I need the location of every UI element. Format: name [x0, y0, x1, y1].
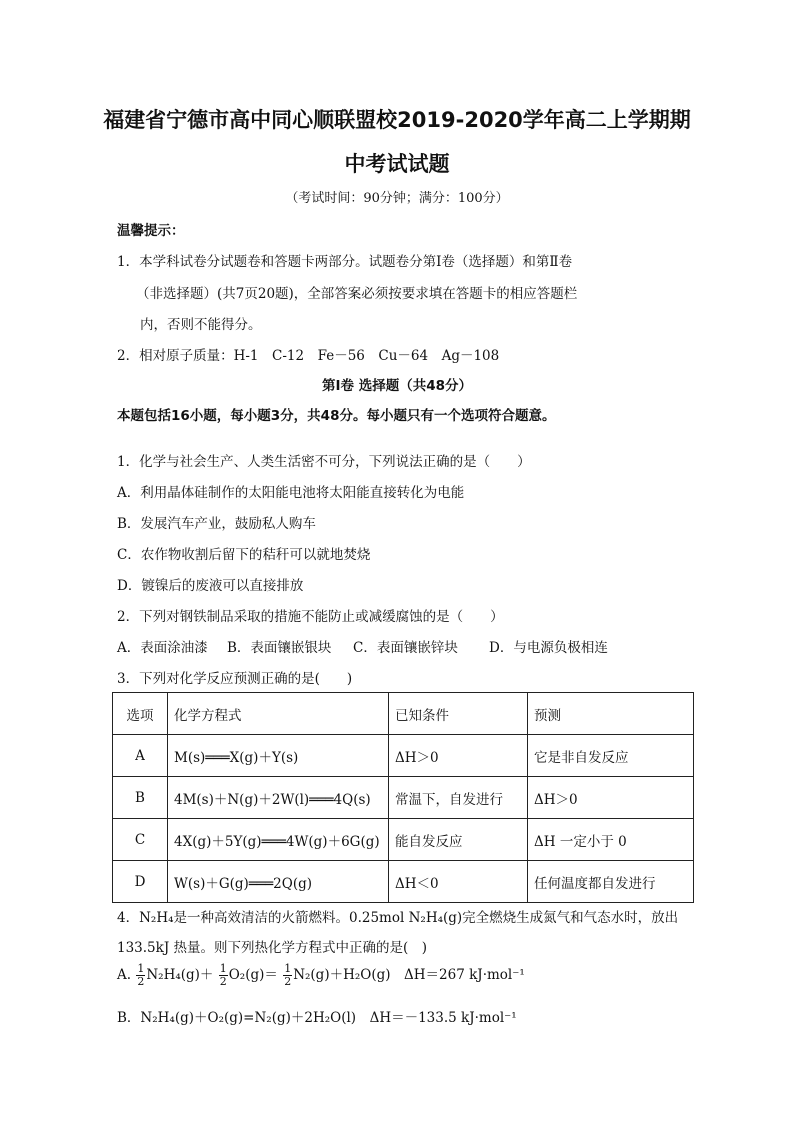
table-cell: A	[113, 735, 168, 777]
section1-instruction: 本题包括16小题，每小题3分，共48分。每小题只有一个选项符合题意。	[117, 408, 556, 424]
table-header-cell: 选项	[113, 693, 168, 735]
q4-option-a-label: A.	[117, 967, 132, 983]
section1-heading: 第Ⅰ卷 选择题（共48分）	[321, 378, 472, 394]
notice-item1-line2: （非选择题）(共7页20题)，全部答案必须按要求填在答题卡的相应答题栏	[136, 286, 578, 302]
table-header-cell: 已知条件	[389, 693, 528, 735]
q1-stem: 1．化学与社会生产、人类生活密不可分，下列说法正确的是（ ）	[117, 454, 531, 470]
notice-item1-line1: 1．本学科试卷分试题卷和答题卡两部分。试题卷分第Ⅰ卷（选择题）和第Ⅱ卷	[117, 254, 573, 270]
fraction-half	[219, 963, 228, 988]
table-row	[113, 735, 694, 777]
q4-option-a	[117, 963, 525, 988]
q2-option-d: D．与电源负极相连	[489, 640, 608, 656]
fraction-denominator: 2	[219, 975, 227, 988]
notice-item1-line3: 内，否则不能得分。	[140, 317, 262, 333]
q2-option-c: C．表面镶嵌锌块	[353, 640, 458, 656]
q3-table	[112, 692, 694, 903]
q4-option-a-part2: O₂(g)＝	[228, 967, 278, 983]
fraction-denominator: 2	[284, 975, 292, 988]
table-row	[113, 819, 694, 861]
table-cell: D	[113, 861, 168, 903]
q4-option-a-part1: N₂H₄(g)＋	[146, 967, 214, 983]
q1-option-d: D．镀镍后的废液可以直接排放	[117, 578, 304, 594]
fraction-half	[136, 963, 145, 988]
table-header-row	[113, 693, 694, 735]
table-cell: 任何温度都自发进行	[528, 861, 694, 903]
q4-option-b: B．N₂H₄(g)＋O₂(g)=N₂(g)＋2H₂O(l) ΔH＝－133.5 kJ·mol⁻¹	[117, 1010, 517, 1026]
q1-option-c: C．农作物收割后留下的秸秆可以就地焚烧	[117, 547, 371, 563]
table-row	[113, 861, 694, 903]
fraction-numerator: 1	[284, 962, 292, 975]
q2-options	[117, 636, 608, 656]
table-header-cell: 化学方程式	[168, 693, 389, 735]
q4-stem-line2: 133.5kJ 热量。则下列热化学方程式中正确的是( )	[117, 940, 428, 956]
table-cell: 4X(g)＋5Y(g)═══4W(g)＋6G(g)	[168, 819, 389, 861]
table-header-cell: 预测	[528, 693, 694, 735]
table-cell: M(s)═══X(g)＋Y(s)	[168, 735, 389, 777]
table-cell: ΔH 一定小于 0	[528, 819, 694, 861]
q1-option-a: A．利用晶体硅制作的太阳能电池将太阳能直接转化为电能	[117, 485, 465, 501]
table-cell: W(s)＋G(g)═══2Q(g)	[168, 861, 389, 903]
table-cell: ΔH＞0	[528, 777, 694, 819]
table-row	[113, 777, 694, 819]
fraction-numerator: 1	[137, 962, 145, 975]
notice-heading: 温馨提示：	[117, 223, 185, 239]
fraction-numerator: 1	[219, 962, 227, 975]
q1-option-b: B．发展汽车产业，鼓励私人购车	[117, 516, 316, 532]
fraction-denominator: 2	[137, 975, 145, 988]
table-cell: 它是非自发反应	[528, 735, 694, 777]
exam-title-line2: 中考试试题	[344, 152, 450, 176]
fraction-half	[283, 963, 292, 988]
q2-option-b: B．表面镶嵌银块	[227, 640, 332, 656]
q4-stem-line1: 4．N₂H₄是一种高效清洁的火箭燃料。0.25mol N₂H₄(g)完全燃烧生成氮气和气态水时，放出	[117, 910, 679, 926]
table-cell: ΔH＜0	[389, 861, 528, 903]
q4-option-a-part3: N₂(g)＋H₂O(g) ΔH＝267 kJ·mol⁻¹	[293, 967, 525, 983]
table-cell: ΔH＞0	[389, 735, 528, 777]
table-cell: C	[113, 819, 168, 861]
table-cell: 常温下，自发进行	[389, 777, 528, 819]
table-cell: 能自发反应	[389, 819, 528, 861]
q2-option-a: A．表面涂油漆	[117, 640, 208, 656]
table-cell: 4M(s)＋N(g)＋2W(l)═══4Q(s)	[168, 777, 389, 819]
exam-info: （考试时间：90分钟；满分：100分）	[285, 191, 509, 206]
notice-item2: 2．相对原子质量：H-1 C-12 Fe－56 Cu－64 Ag－108	[117, 348, 500, 364]
q3-stem: 3．下列对化学反应预测正确的是( )	[117, 671, 353, 687]
q2-stem: 2．下列对钢铁制品采取的措施不能防止或减缓腐蚀的是（ ）	[117, 609, 504, 625]
exam-title-line1: 福建省宁德市高中同心顺联盟校2019-2020学年高二上学期期	[103, 108, 691, 132]
table-cell: B	[113, 777, 168, 819]
